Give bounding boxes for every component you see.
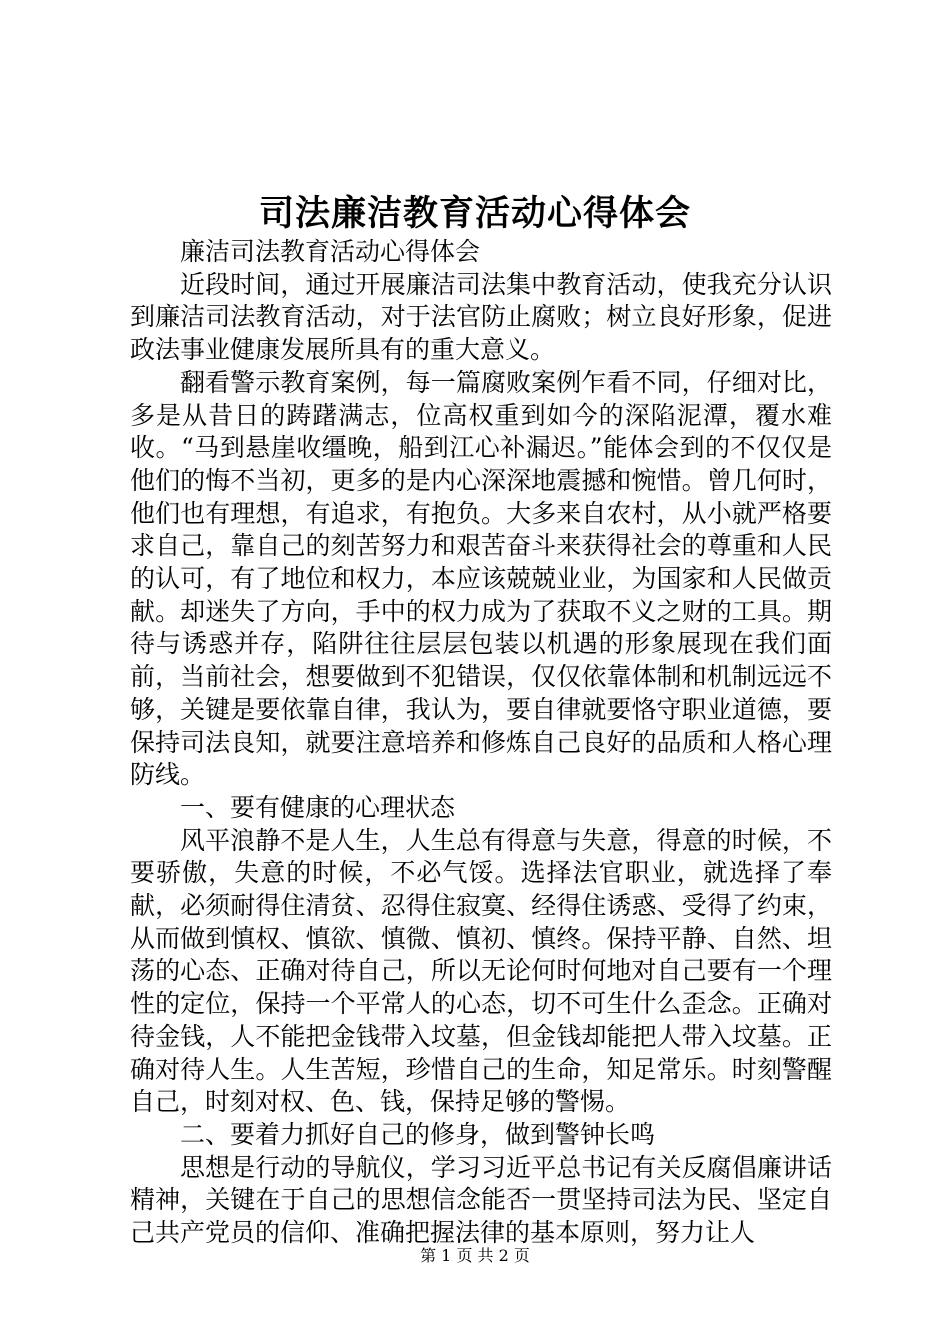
section-heading: 一、要有健康的心理状态 xyxy=(180,792,456,822)
body-paragraph: 风平浪静不是人生，人生总有得意与失意，得意的时候，不要骄傲，失意的时候，不必气馁。选择法官职业，就选择了奉献，必须耐得住清贫、忍得住寂寞、经得住诱惑、受得了约束，从而做到慎权、慎欲、慎微、慎初、慎终。保持平静、自然、坦荡的心态、正确对待自己，所以无论何时何地对自己要有一个理性的定位，保持一个平常人的心态，切不可生什么歪念。正确对待金钱，人不能把金钱带入坟墓，但金钱却能把人带入坟墓。正确对待人生。人生苦短，珍惜自己的生命，知足常乐。时刻警醒自己，时刻对权、色、钱，保持足够的警惕。 xyxy=(130,825,832,1117)
body-paragraph: 思想是行动的导航仪，学习习近平总书记有关反腐倡廉讲话精神，关键在于自己的思想信念能否一贯坚持司法为民、坚定自己共产党员的信仰、准确把握法律的基本原则，努力让人 xyxy=(130,1152,832,1248)
document-title: 司法廉洁教育活动心得体会 xyxy=(258,193,691,234)
body-paragraph: 近段时间，通过开展廉洁司法集中教育活动，使我充分认识到廉洁司法教育活动，对于法官防止腐败；树立良好形象，促进政法事业健康发展所具有的重大意义。 xyxy=(130,269,832,365)
subtitle-paragraph: 廉洁司法教育活动心得体会 xyxy=(180,237,481,266)
document-body xyxy=(130,236,832,1250)
section-heading: 二、要着力抓好自己的修身，做到警钟长鸣 xyxy=(180,1119,656,1149)
page-number-footer: 第 1 页 共 2 页 xyxy=(420,1246,530,1265)
body-paragraph: 翻看警示教育案例，每一篇腐败案例乍看不同，仔细对比，多是从昔日的踌躇满志，位高权重到如今的深陷泥潭，覆水难收。“马到悬崖收缰晚，船到江心补漏迟。”能体会到的不仅仅是他们的悔不当初，更多的是内心深深地震撼和惋惜。曾几何时，他们也有理想，有追求，有抱负。大多来自农村，从小就严格要求自己，靠自己的刻苦努力和艰苦奋斗来获得社会的尊重和人民的认可，有了地位和权力，本应该兢兢业业，为国家和人民做贡献。却迷失了方向，手中的权力成为了获取不义之财的工具。期待与诱惑并存，陷阱往往层层包装以机遇的形象展现在我们面前，当前社会，想要做到不犯错误，仅仅依靠体制和机制远远不够，关键是要依靠自律，我认为，要自律就要恪守职业道德，要保持司法良知，就要注意培养和修炼自己良好的品质和人格心理防线。 xyxy=(130,367,832,790)
